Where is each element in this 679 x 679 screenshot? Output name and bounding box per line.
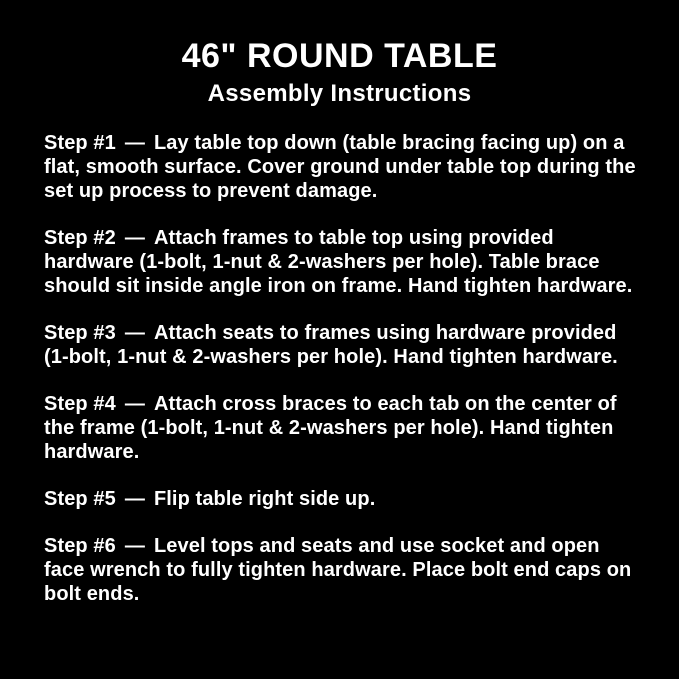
step-label: Step #1 — [44, 132, 116, 155]
step-label: Step #3 — [44, 322, 116, 345]
step-dash: — — [124, 227, 145, 250]
page-subtitle: Assembly Instructions — [207, 80, 472, 108]
step-text: Flip table right side up. — [153, 488, 376, 511]
step-dash: — — [124, 322, 145, 345]
step-paragraph — [44, 226, 637, 298]
step-label: Step #4 — [44, 393, 116, 416]
step-dash: — — [124, 488, 145, 511]
step-text: Attach cross braces to each tab on the center of the frame (1-bolt, 1-nut & 2-washers per hole). Hand tighten hardware. — [44, 393, 617, 464]
step-label: Step #5 — [44, 488, 116, 511]
step-paragraph — [44, 392, 637, 464]
step-paragraph — [44, 534, 637, 606]
step-dash: — — [124, 132, 145, 155]
step-text: Lay table top down (table bracing facing up) on a flat, smooth surface. Cover ground under table top during the set up process to prevent damage. — [44, 132, 636, 203]
step-paragraph — [44, 487, 637, 511]
page-title: 46" ROUND TABLE — [181, 37, 498, 75]
header — [0, 0, 679, 109]
step-text: Level tops and seats and use socket and open face wrench to fully tighten hardware. Place bolt end caps on bolt ends. — [44, 535, 632, 606]
step-paragraph — [44, 321, 637, 369]
step-text: Attach seats to frames using hardware provided (1-bolt, 1-nut & 2-washers per hole). Hand tighten hardware. — [44, 322, 618, 369]
step-label: Step #2 — [44, 227, 116, 250]
step-dash: — — [124, 393, 145, 416]
step-text: Attach frames to table top using provided hardware (1-bolt, 1-nut & 2-washers per hole). Table brace should sit inside angle iron on frame. Hand tighten hardware. — [44, 227, 633, 298]
step-label: Step #6 — [44, 535, 116, 558]
step-dash: — — [124, 535, 145, 558]
step-paragraph — [44, 131, 637, 203]
steps-list — [0, 109, 679, 606]
